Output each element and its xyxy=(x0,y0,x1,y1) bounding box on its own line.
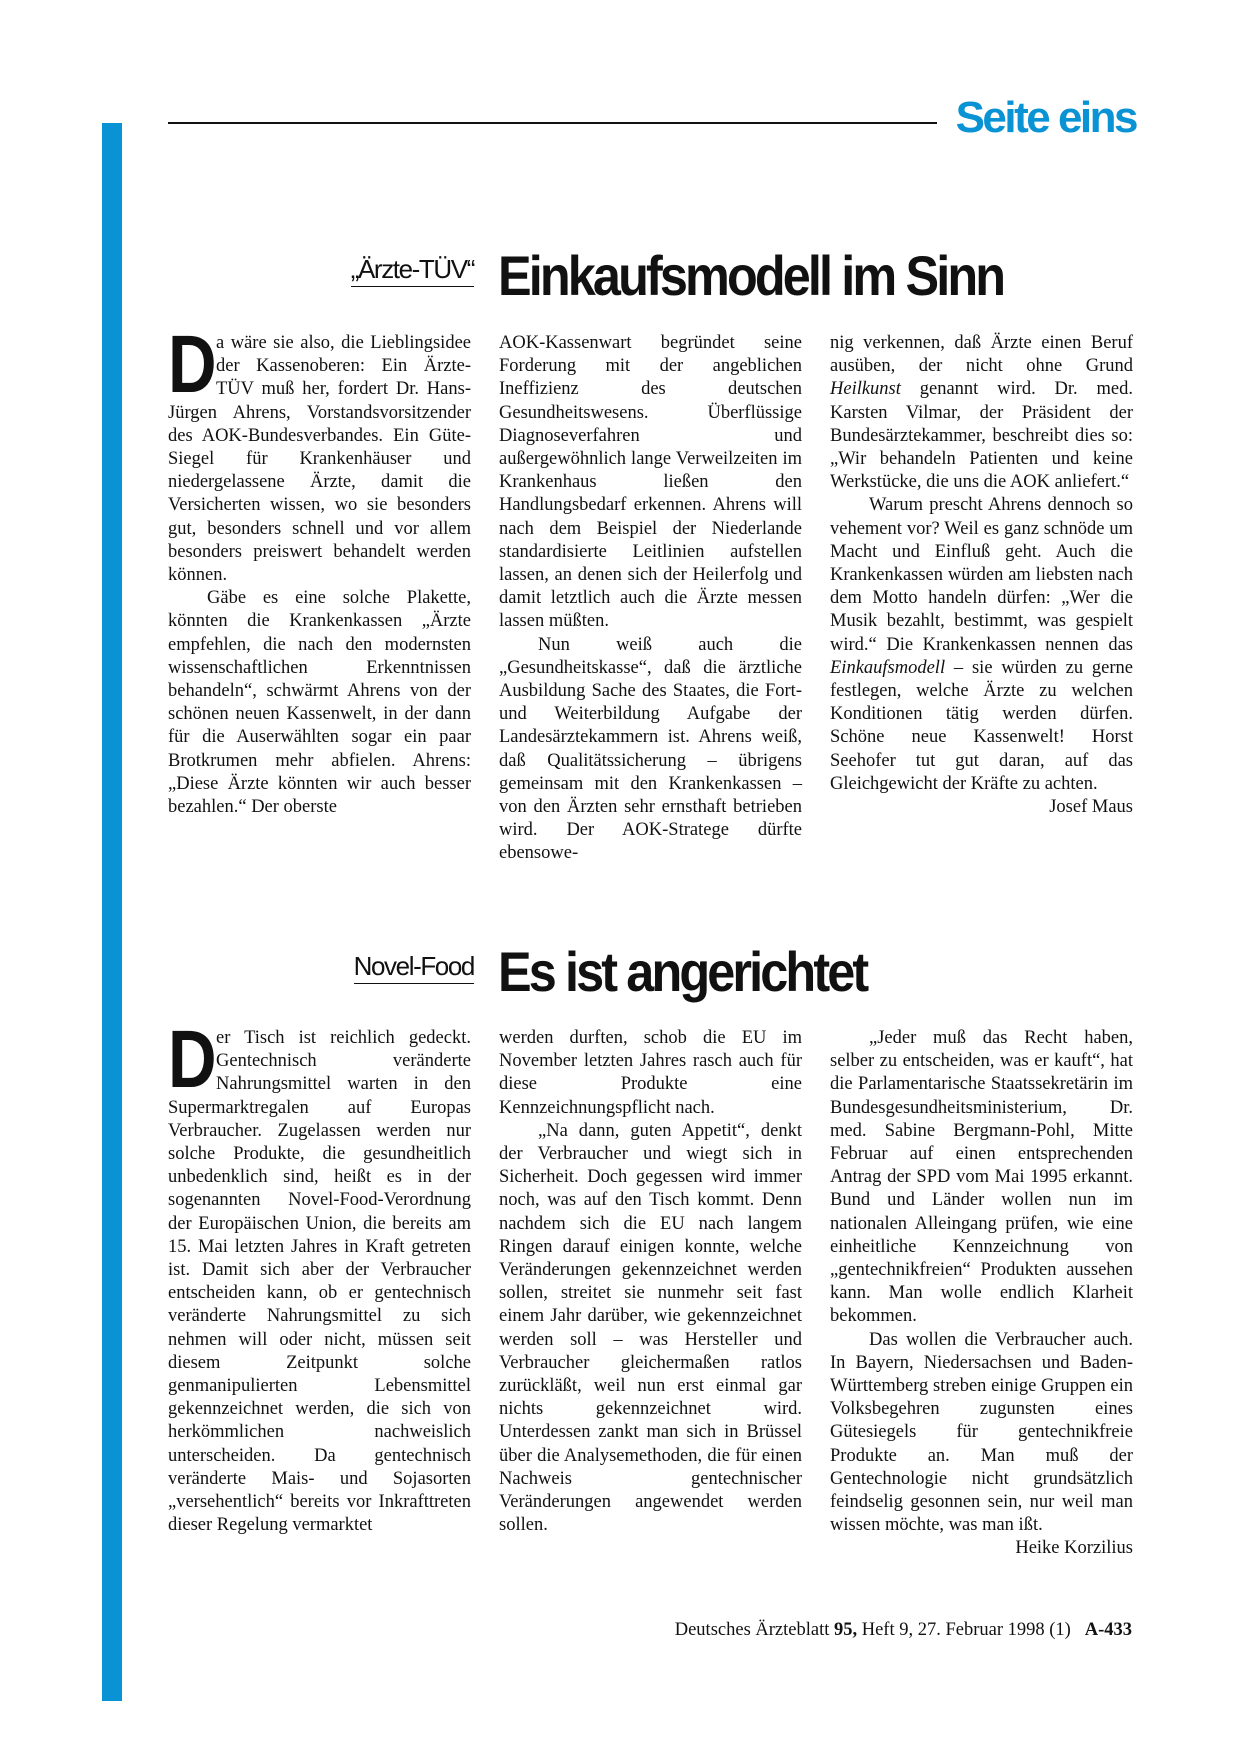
article2-headline: Es ist angerichtet xyxy=(498,940,867,1003)
article2-paragraph xyxy=(168,1014,471,1537)
dropcap: D xyxy=(168,1014,217,1105)
paragraph-text: er Tisch ist reichlich gedeckt. Gentechnisch veränderte Nahrungsmittel warten in den Supermarktregalen auf Europas Verbraucher. Zugelassen werden nur solche Produkte, die gesundheitlich unbedenklich sind, heißt es in der sogenannten Novel-Food-Verordnung der Europäischen Union, die bereits am 15. Mai letzten Jahres in Kraft getreten ist. Damit sich aber der Verbraucher entscheiden kann, ob er gentechnisch veränderte Nahrungsmittel zu sich nehmen will oder nicht, müssen seit diesem Zeitpunkt solche genmanipulierten Lebensmittel gekennzeichnet werden, die sich von herkömmlichen nachweislich unterscheiden. Da gentechnisch veränderte Mais- und Sojasorten „versehentlich“ bereits vor Inkrafttreten dieser Regelung vermarktet xyxy=(168,1028,471,1536)
article2-paragraph: „Na dann, guten Appetit“, denkt der Verbraucher und wiegt sich in Sicherheit. Doch gegessen wird immer noch, was auf den Tisch kommt. Denn nachdem sich die EU nach langem Ringen darauf einigen konnte, welche Veränderungen gekennzeichnet werden sollen, streitet sie nunmehr seit fast einem Jahr darüber, wie gekennzeichnet werden soll – was Hersteller und Verbraucher gleichermaßen ratlos zurückläßt, weil nun erst einmal gar nichts gekennzeichnet wird. Unterdessen zankt man sich in Brüssel über die Analysemethoden, die für einen Nachweis gentechnischer Veränderungen angewendet werden sollen. xyxy=(499,1120,802,1536)
article1-paragraph: Gäbe es eine solche Plakette, könnten die Krankenkassen „Ärzte empfehlen, die nach den modernsten wissenschaftlichen Erkenntnissen behandeln“, schwärmt Ahrens von der schönen neuen Kassenwelt, in der dann für die Auserwählten sogar ein paar Brotkrumen mehr abfielen. Ahrens: „Diese Ärzte könnten wir auch besser bezahlen.“ Der oberste xyxy=(168,588,471,818)
article1-headline: Einkaufsmodell im Sinn xyxy=(498,244,1004,307)
page-number: A-433 xyxy=(1084,1620,1132,1640)
article2-column-1 xyxy=(168,1014,471,1537)
paragraph-text: genannt wird. Dr. med. Karsten Vilmar, der Präsident der Bundesärztekammer, beschreibt dies so: „Wir behandeln Patienten und keine Werkstücke, die uns die AOK anliefert.“ xyxy=(830,379,1133,493)
article1-author: Josef Maus xyxy=(1049,797,1133,818)
header-rule xyxy=(168,122,937,124)
article2-paragraph: „Jeder muß das Recht haben, selber zu entscheiden, was er kauft“, hat die Parlamentarische Staatssekretärin im Bundesgesundheitsministerium, Dr. med. Sabine Bergmann-Pohl, Mitte Februar auf einen entsprechenden Antrag der SPD vom Mai 1995 erkannt. Bund und Länder wollen nun im nationalen Alleingang prüfen, wie eine einheitliche Kennzeichnung von „gentechnikfreien“ Produkten aussehen kann. Man wolle endlich Klarheit bekommen. xyxy=(830,1028,1133,1327)
accent-bar xyxy=(102,123,122,1701)
paragraph-text: – sie würden zu gerne festlegen, welche Ärzte zu welchen Konditionen tätig werden dürfen. Schöne neue Kassenwelt! Horst Seehofer tut gut daran, auf das Gleichgewicht der Kräfte zu achten. xyxy=(830,657,1133,794)
article1-paragraph xyxy=(168,319,471,587)
emphasis: Heilkunst xyxy=(830,379,901,400)
paragraph-text: Warum prescht Ahrens dennoch so vehement vor? Weil es ganz schnöde um Macht und Einfluß geht. Auch die Krankenkassen würden am liebsten nach dem Motto handeln dürfen: „Wer die Musik bezahlt, bestimmt, was gespielt wird.“ Die Krankenkassen nennen das xyxy=(830,495,1133,655)
article1-column-2 xyxy=(499,332,802,866)
article1-paragraph xyxy=(830,494,1133,818)
article1-paragraph: AOK-Kassenwart begründet seine Forderung mit der angeblichen Ineffizienz des deutschen Gesundheitswesens. Überflüssige Diagnoseverfahren und außergewöhnlich lange Verweilzeiten im Krankenhaus ließen den Handlungsbedarf erkennen. Ahrens will nach dem Beispiel der Niederlande standardisierte Leitlinien aufstellen lassen, an denen sich der Heilerfolg und damit letztlich auch die Ärzte messen lassen müßten. xyxy=(499,333,802,632)
dropcap: D xyxy=(168,319,217,410)
article2-kicker: Novel-Food xyxy=(354,953,474,984)
article1-column-1 xyxy=(168,319,471,819)
article1-column-3 xyxy=(830,332,1133,819)
article1-kicker: „Ärzte-TÜV“ xyxy=(351,256,474,287)
article2-column-2 xyxy=(499,1027,802,1537)
paragraph-text: Das wollen die Verbraucher auch. In Bayern, Niedersachsen und Baden-Württemberg streben einige Gruppen ein Volksbegehren zugunsten eines Gütesiegels für gentechnikfreie Produkte an. Man muß der Gentechnologie nicht grundsätzlich feindselig gesonnen sein, nur weil man wissen möchte, was man ißt. xyxy=(830,1329,1133,1536)
article1-paragraph xyxy=(830,332,1133,494)
journal-issue: Heft 9, 27. Februar 1998 (1) xyxy=(861,1620,1071,1640)
article2-author: Heike Korzilius xyxy=(1015,1538,1133,1559)
paragraph-text: nig verkennen, daß Ärzte einen Beruf ausüben, der nicht ohne Grund xyxy=(830,333,1133,377)
page-footer xyxy=(675,1620,1132,1641)
journal-name: Deutsches Ärzteblatt xyxy=(674,1620,830,1640)
emphasis: Einkaufsmodell xyxy=(830,657,946,678)
article2-column-3 xyxy=(830,1027,1133,1561)
article2-paragraph: werden durften, schob die EU im November letzten Jahres rasch auch für diese Produkte eine Kennzeichnungspflicht nach. xyxy=(499,1028,802,1118)
article2-paragraph xyxy=(830,1329,1133,1559)
article1-paragraph: Nun weiß auch die „Gesundheitskasse“, daß die ärztliche Ausbildung Sache des Staates, die Fort- und Weiterbildung Aufgabe der Landesärztekammern ist. Ahrens weiß, daß Qualitätssicherung – übrigens gemeinsam mit den Krankenkassen – von den Ärzten sehr ernsthaft betrieben wird. Der AOK-Stratege dürfte ebensowe- xyxy=(499,634,802,864)
paragraph-text: a wäre sie also, die Lieblingsidee der Kassenoberen: Ein Ärzte-TÜV muß her, fordert Dr. Hans-Jürgen Ahrens, Vorstandsvorsitzender des AOK-Bundesverbandes. Ein Güte-Siegel für Krankenhäuser und niedergelassene Ärzte, damit die Versicherten wissen, wo sie besonders gut, besonders schnell und vor allem besonders preiswert behandelt werden können. xyxy=(168,333,471,586)
journal-volume: 95, xyxy=(833,1620,858,1640)
section-title: Seite eins xyxy=(955,93,1136,142)
